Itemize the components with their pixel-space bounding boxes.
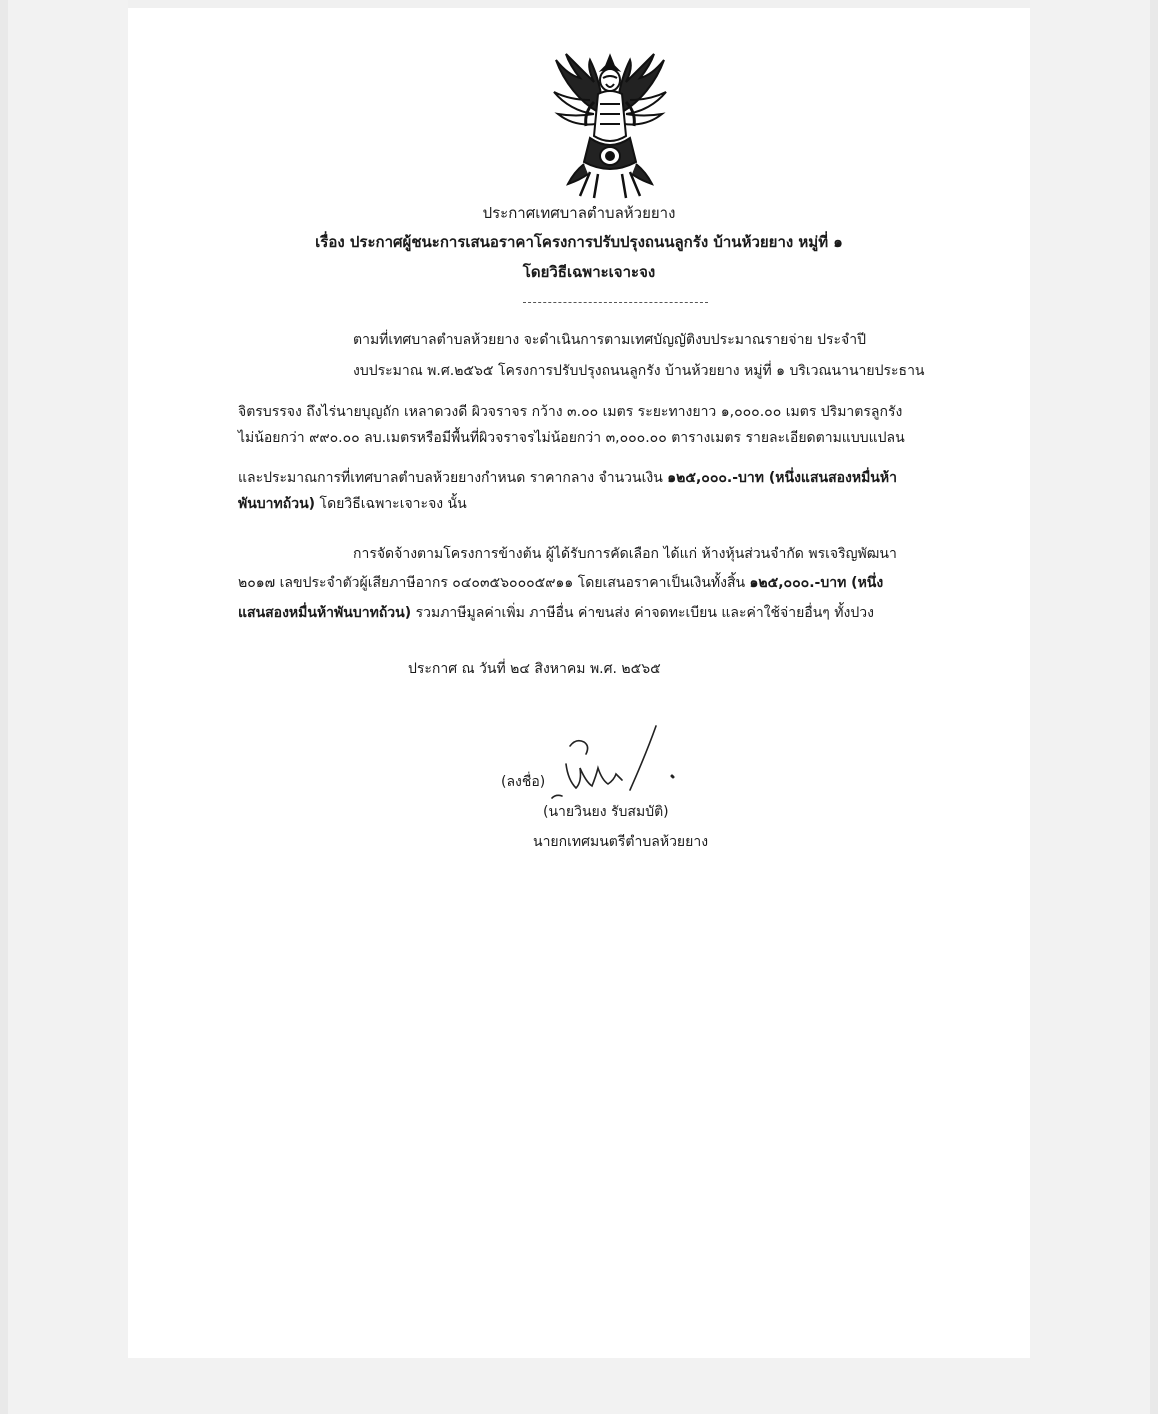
paragraph-1-line-5 [238, 468, 897, 488]
paragraph-1-line-4: ไม่น้อยกว่า ๙๙๐.๐๐ ลบ.เมตรหรือมีพื้นที่ผิวจราจรไม่น้อยกว่า ๓,๐๐๐.๐๐ ตารางเมตร รายละเอียดตามแบบแปลน [238, 430, 905, 446]
frame-left [0, 0, 8, 1414]
paragraph-1-line-6-text: โดยวิธีเฉพาะเจาะจง นั้น [315, 496, 467, 512]
announcement-method: โดยวิธีเฉพาะเจาะจง [522, 263, 656, 281]
paragraph-1-line-5-text: และประมาณการที่เทศบาลตำบลห้วยยางกำหนด ราคากลาง จำนวนเงิน [238, 470, 668, 486]
paragraph-2-line-1: การจัดจ้างตามโครงการข้างต้น ผู้ได้รับการคัดเลือก ได้แก่ ห้างหุ้นส่วนจำกัด พรเจริญพัฒนา [353, 546, 897, 562]
winning-bid-words-end: แสนสองหมื่นห้าพันบาทถ้วน) [238, 605, 412, 621]
announcement-subject: เรื่อง ประกาศผู้ชนะการเสนอราคาโครงการปรับปรุงถนนลูกรัง บ้านห้วยยาง หมู่ที่ ๑ [315, 233, 843, 251]
reference-price-words-end: พันบาทถ้วน) [238, 496, 316, 512]
announcement-date: ประกาศ ณ วันที่ ๒๔ สิงหาคม พ.ศ. ๒๕๖๕ [408, 661, 661, 677]
signature-label: (ลงชื่อ) [501, 774, 546, 790]
paragraph-1-line-6 [238, 494, 467, 514]
paragraph-1-line-3: จิตรบรรจง ถึงไร่นายบุญถัก เหลาดวงดี ผิวจราจร กว้าง ๓.๐๐ เมตร ระยะทางยาว ๑,๐๐๐.๐๐ เมตร ปริมาตรลูกรัง [238, 404, 903, 420]
paragraph-2-line-2 [238, 573, 883, 593]
paragraph-2-line-3 [238, 603, 874, 623]
winning-bid-amount: ๑๒๕,๐๐๐.-บาท (หนึ่ง [749, 575, 884, 591]
header-separator [523, 302, 708, 303]
frame-right [1150, 0, 1158, 1414]
top-edge [128, 0, 1030, 8]
paragraph-1-line-1: ตามที่เทศบาลตำบลห้วยยาง จะดำเนินการตามเทศบัญญัติงบประมาณรายจ่าย ประจำปี [353, 332, 866, 348]
signatory-title: นายกเทศมนตรีตำบลห้วยยาง [533, 834, 709, 850]
handwritten-signature [546, 724, 686, 804]
garuda-emblem-icon [550, 52, 670, 200]
reference-price-amount: ๑๒๕,๐๐๐.-บาท (หนึ่งแสนสองหมื่นห้า [667, 470, 897, 486]
paragraph-2-line-2-text: ๒๐๑๗ เลขประจำตัวผู้เสียภาษีอากร ๐๔๐๓๕๖๐๐๐๕๙๑๑ โดยเสนอราคาเป็นเงินทั้งสิ้น [238, 575, 750, 591]
paragraph-2-line-3-text: รวมภาษีมูลค่าเพิ่ม ภาษีอื่น ค่าขนส่ง ค่าจดทะเบียน และค่าใช้จ่ายอื่นๆ ทั้งปวง [411, 605, 874, 621]
announcement-title: ประกาศเทศบาลตำบลห้วยยาง [482, 204, 676, 222]
document-page [128, 0, 1030, 1358]
signatory-name: (นายวินยง รับสมบัติ) [543, 804, 669, 820]
paragraph-1-line-2: งบประมาณ พ.ศ.๒๕๖๕ โครงการปรับปรุงถนนลูกรัง บ้านห้วยยาง หมู่ที่ ๑ บริเวณนานายประธาน [353, 363, 925, 379]
